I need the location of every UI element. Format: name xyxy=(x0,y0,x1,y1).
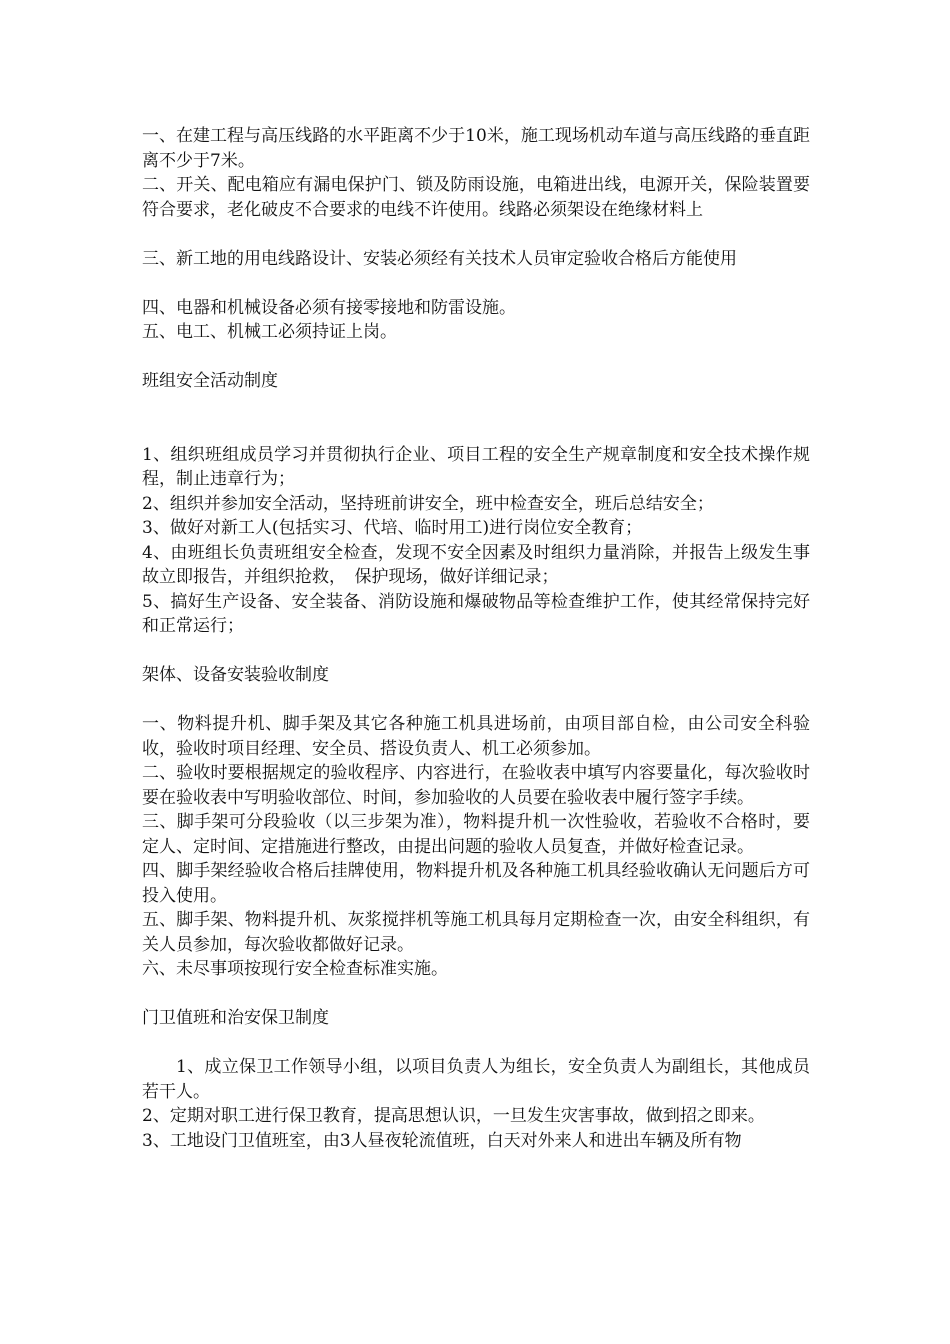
electric-item-1: 一、在建工程与高压线路的水平距离不少于10米，施工现场机动车道与高压线路的垂直距离不少于7米。 xyxy=(142,126,810,171)
team-safety-item-5: 5、搞好生产设备、安全装备、消防设施和爆破物品等检查维护工作，使其经常保持完好和正常运行； xyxy=(142,591,810,636)
spacer xyxy=(142,982,810,1007)
team-safety-section xyxy=(142,369,810,639)
acceptance-section xyxy=(142,663,810,982)
acceptance-item-6: 六、未尽事项按现行安全检查标准实施。 xyxy=(142,959,448,979)
spacer xyxy=(142,271,810,296)
team-safety-item-4: 4、由班组长负责班组安全检查，发现不安全因素及时组织力量消除，并报告上级发生事故立即报告，并组织抢救， 保护现场，做好详细记录； xyxy=(142,542,810,587)
electric-item-5: 五、电工、机械工必须持证上岗。 xyxy=(142,322,397,342)
acceptance-item-4: 四、脚手架经验收合格后挂牌使用，物料提升机及各种施工机具经验收确认无问题后方可投入使用。 xyxy=(142,861,810,906)
spacer xyxy=(142,222,810,247)
security-section xyxy=(142,1006,810,1153)
acceptance-title: 架体、设备安装验收制度 xyxy=(142,665,329,685)
electric-item-2: 二、开关、配电箱应有漏电保护门、锁及防雨设施，电箱进出线，电源开关，保险装置要符合要求，老化破皮不合要求的电线不许使用。线路必须架设在绝缘材料上 xyxy=(142,175,810,220)
spacer xyxy=(142,688,810,713)
team-safety-item-1: 1、组织班组成员学习并贯彻执行企业、项目工程的安全生产规章制度和安全技术操作规程，制止违章行为； xyxy=(142,444,810,489)
team-safety-item-3: 3、做好对新工人(包括实习、代培、临时用工)进行岗位安全教育； xyxy=(142,518,643,538)
security-item-3: 3、工地设门卫值班室，由3人昼夜轮流值班，白天对外来人和进出车辆及所有物 xyxy=(142,1130,742,1151)
spacer xyxy=(142,418,810,443)
acceptance-item-2: 二、验收时要根据规定的验收程序、内容进行，在验收表中填写内容要量化，每次验收时要在验收表中写明验收部位、时间，参加验收的人员要在验收表中履行签字手续。 xyxy=(142,763,810,808)
acceptance-item-1: 一、物料提升机、脚手架及其它各种施工机具进场前，由项目部自检，由公司安全科验收，验收时项目经理、安全员、搭设负责人、机工必须参加。 xyxy=(142,714,810,759)
electric-item-3: 三、新工地的用电线路设计、安装必须经有关技术人员审定验收合格后方能使用 xyxy=(142,248,737,269)
security-title: 门卫值班和治安保卫制度 xyxy=(142,1008,329,1028)
security-item-1: 1、成立保卫工作领导小组，以项目负责人为组长，安全负责人为副组长，其他成员若干人。 xyxy=(142,1057,810,1102)
spacer xyxy=(142,639,810,664)
spacer xyxy=(142,345,810,370)
spacer xyxy=(142,394,810,419)
team-safety-item-2: 2、组织并参加安全活动，坚持班前讲安全，班中检查安全，班后总结安全； xyxy=(142,493,714,514)
spacer xyxy=(142,1031,810,1056)
acceptance-item-5: 五、脚手架、物料提升机、灰浆搅拌机等施工机具每月定期检查一次，由安全科组织，有关人员参加，每次验收都做好记录。 xyxy=(142,910,810,955)
electric-safety-section xyxy=(142,124,810,345)
document-page xyxy=(142,124,810,1153)
acceptance-item-3: 三、脚手架可分段验收（以三步架为准），物料提升机一次性验收，若验收不合格时，要定人、定时间、定措施进行整改，由提出问题的验收人员复查，并做好检查记录。 xyxy=(142,812,810,857)
electric-item-4: 四、电器和机械设备必须有接零接地和防雷设施。 xyxy=(142,297,516,318)
team-safety-title: 班组安全活动制度 xyxy=(142,371,278,391)
security-item-2: 2、定期对职工进行保卫教育，提高思想认识，一旦发生灾害事故，做到招之即来。 xyxy=(142,1106,765,1126)
